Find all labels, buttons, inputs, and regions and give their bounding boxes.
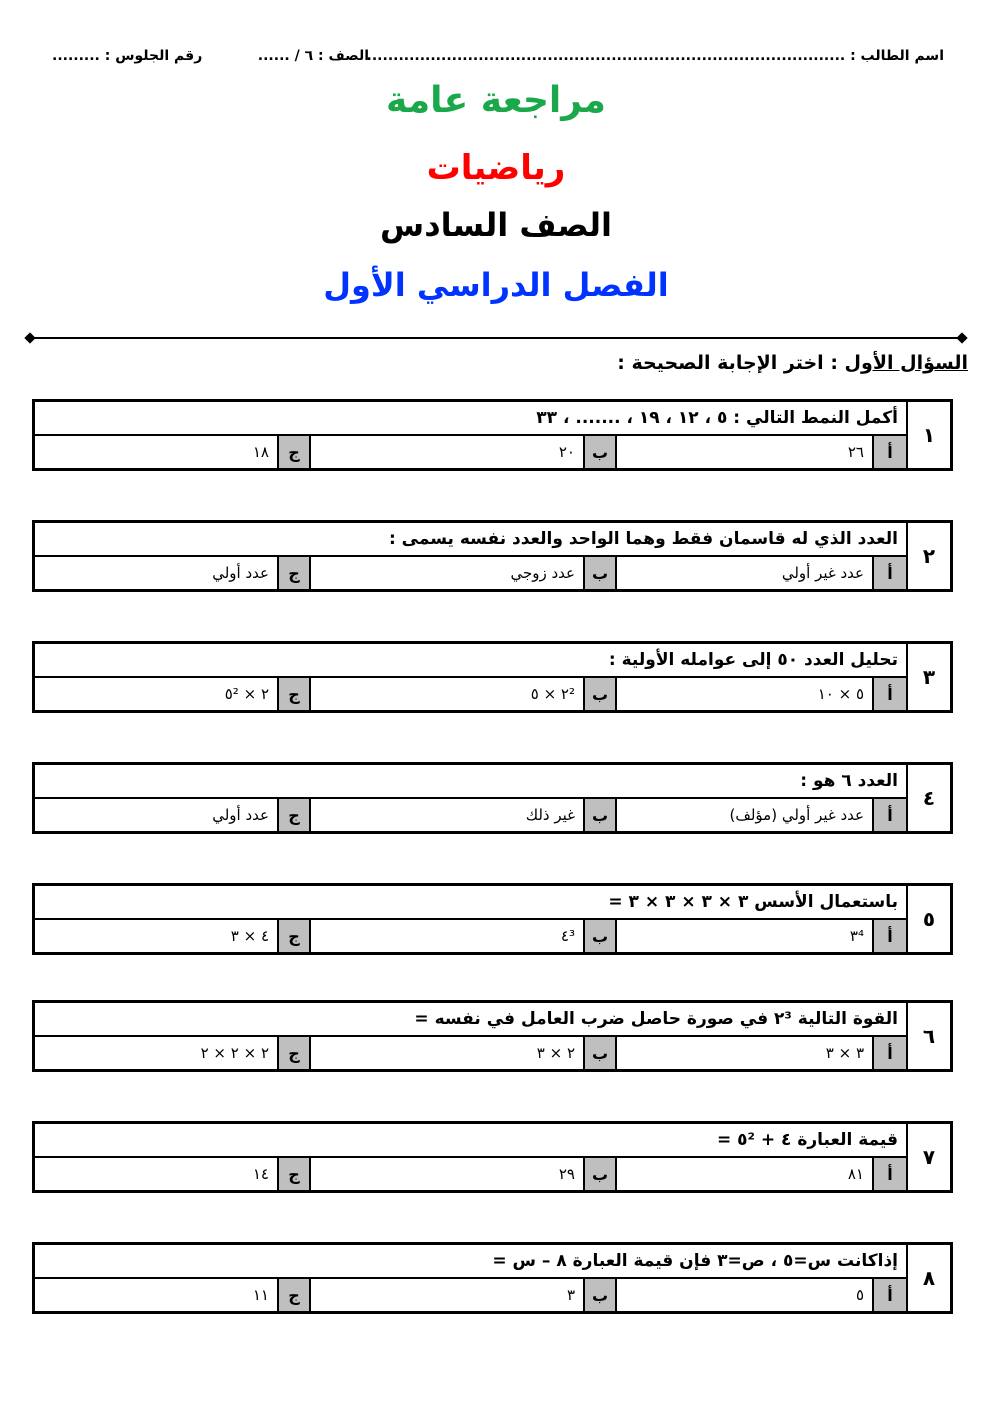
option-letter: ج [277,1158,311,1190]
question-text: قيمة العبارة ٤ + ٥² = [35,1124,906,1158]
option-b[interactable] [311,799,617,831]
option-letter: ج [277,678,311,710]
question-box [32,641,953,713]
question-number: ٥ [906,886,950,952]
option-a[interactable] [617,1037,906,1069]
option-b[interactable] [311,436,617,468]
option-letter: ب [583,799,617,831]
question-box [32,1242,953,1314]
answer-options [35,1279,906,1311]
option-c[interactable] [31,1279,311,1311]
answer-options [35,436,906,468]
question-text: العدد ٦ هو : [35,765,906,799]
option-value: ٢٦ [847,443,864,461]
option-c[interactable] [31,920,311,952]
option-value: ١٤ [252,1165,269,1183]
option-c[interactable] [31,557,311,589]
option-letter: ب [583,1037,617,1069]
question-number: ٨ [906,1245,950,1311]
option-value: عدد أولي [212,564,269,582]
option-letter: أ [872,1037,906,1069]
question-box [32,1000,953,1072]
question-text: باستعمال الأسس ٣ × ٣ × ٣ × ٣ = [35,886,906,920]
option-c[interactable] [31,1037,311,1069]
answer-options [35,678,906,710]
option-value: ٢٠ [558,443,575,461]
option-letter: أ [872,436,906,468]
option-letter: ج [277,436,311,468]
option-a[interactable] [617,557,906,589]
option-a[interactable] [617,678,906,710]
question-number: ٧ [906,1124,950,1190]
divider-end-dot-left [24,332,35,343]
option-value: عدد زوجي [510,564,575,582]
section-title [617,352,968,374]
option-a[interactable] [617,799,906,831]
option-c[interactable] [31,799,311,831]
question-text: إذاكانت س=٥ ، ص=٣ فإن قيمة العبارة ٨ – س = [35,1245,906,1279]
question-number: ١ [906,402,950,468]
option-value: ٣⁴ [849,927,864,945]
option-value: ٥ × ١٠ [817,685,864,703]
question-number: ٦ [906,1003,950,1069]
term-title: الفصل الدراسي الأول [323,266,669,304]
answer-options [35,557,906,589]
option-value: ٣ × ٣ [825,1044,864,1062]
grade-title: الصف السادس [380,206,612,244]
option-b[interactable] [311,1279,617,1311]
section-label: السؤال الأول [844,352,968,374]
subject-title: رياضيات [426,148,566,188]
question-number: ٢ [906,523,950,589]
option-b[interactable] [311,1158,617,1190]
question-number: ٤ [906,765,950,831]
question-text: أكمل النمط التالي : ٥ ، ١٢ ، ١٩ ، ....... ، ٣٣ [35,402,906,436]
question-box [32,883,953,955]
question-box [32,520,953,592]
section-instruction: : اختر الإجابة الصحيحة : [617,352,845,374]
option-c[interactable] [31,1158,311,1190]
divider-end-dot-right [956,332,967,343]
option-value: ٢ × ٣ [536,1044,575,1062]
option-value: ٤ × ٣ [230,927,269,945]
option-a[interactable] [617,1279,906,1311]
option-letter: ب [583,1158,617,1190]
option-letter: ج [277,1037,311,1069]
option-value: ٢ × ٢ × ٢ [200,1044,269,1062]
answer-options [35,920,906,952]
option-value: ١٨ [252,443,269,461]
option-value: غير ذلك [525,806,575,824]
option-letter: أ [872,1279,906,1311]
option-letter: ب [583,557,617,589]
option-a[interactable] [617,1158,906,1190]
option-letter: ب [583,920,617,952]
option-value: ٥ [855,1286,864,1304]
option-value: عدد غير أولي (مؤلف) [729,806,864,824]
option-a[interactable] [617,436,906,468]
question-text: القوة التالية ٢³ في صورة حاصل ضرب العامل في نفسه = [35,1003,906,1037]
option-value: ٢² × ٥ [530,685,575,703]
option-value: ١١ [252,1286,269,1304]
option-c[interactable] [31,436,311,468]
option-a[interactable] [617,920,906,952]
option-value: ٢ × ٥² [224,685,269,703]
option-value: ٢٩ [558,1165,575,1183]
answer-options [35,799,906,831]
option-value: ٤³ [560,927,575,945]
class-field: الصف : ٦ / ...... [257,48,369,64]
question-number: ٣ [906,644,950,710]
option-letter: أ [872,1158,906,1190]
option-value: ٨١ [847,1165,864,1183]
option-value: عدد غير أولي [781,564,864,582]
option-letter: ب [583,436,617,468]
option-letter: أ [872,557,906,589]
option-letter: أ [872,920,906,952]
option-value: عدد أولي [212,806,269,824]
option-letter: ب [583,1279,617,1311]
question-box [32,762,953,834]
option-c[interactable] [31,678,311,710]
question-text: العدد الذي له قاسمان فقط وهما الواحد والعدد نفسه يسمى : [35,523,906,557]
student-name-field: اسم الطالب : .......................................................................................... [366,48,944,64]
option-letter: أ [872,799,906,831]
option-letter: أ [872,678,906,710]
seat-number-field: رقم الجلوس : ......... [52,48,203,64]
question-box [32,1121,953,1193]
option-letter: ج [277,557,311,589]
option-letter: ج [277,1279,311,1311]
answer-options [35,1037,906,1069]
option-letter: ج [277,799,311,831]
option-b[interactable] [311,678,617,710]
option-letter: ب [583,678,617,710]
option-value: ٣ [566,1286,575,1304]
question-text: تحليل العدد ٥٠ إلى عوامله الأولية : [35,644,906,678]
option-b[interactable] [311,920,617,952]
option-b[interactable] [311,1037,617,1069]
main-title: مراجعة عامة [386,80,606,121]
question-box [32,399,953,471]
option-letter: ج [277,920,311,952]
option-b[interactable] [311,557,617,589]
answer-options [35,1158,906,1190]
divider-line [30,337,962,339]
student-header [40,48,944,74]
